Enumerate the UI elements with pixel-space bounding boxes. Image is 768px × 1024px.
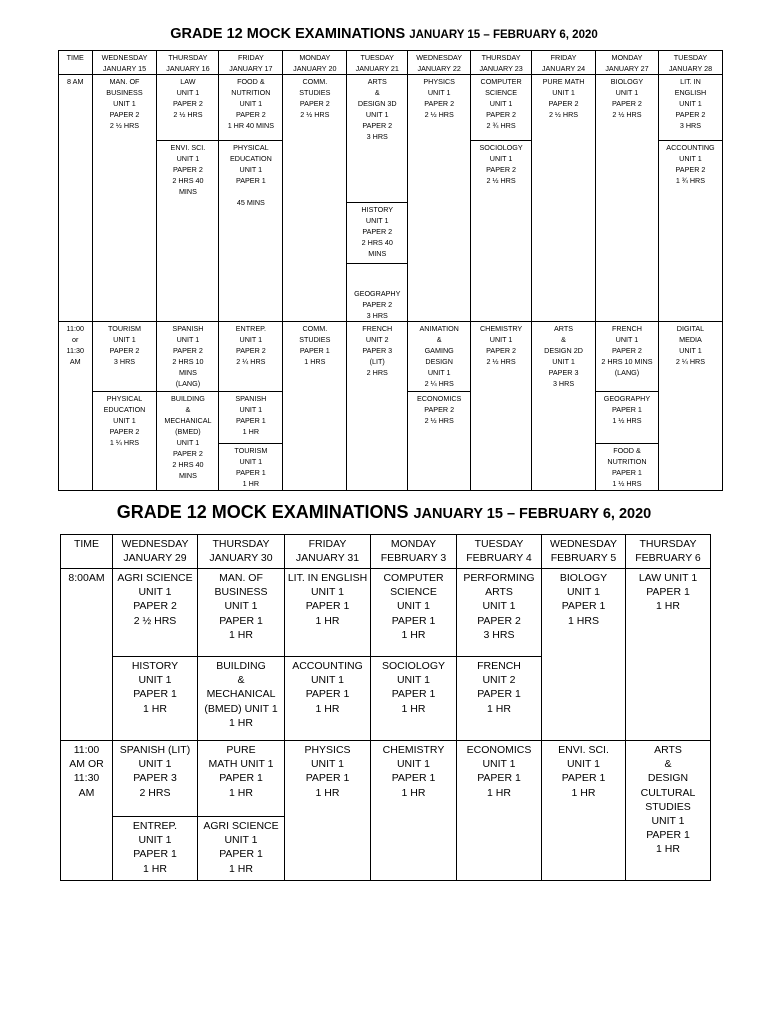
- exam-cell: SPANISH UNIT 1 PAPER 2 2 HRS 10 MINS (LANG): [157, 322, 219, 392]
- exam-cell: ANIMATION & GAMING DESIGN UNIT 1 2 ¼ HRS: [408, 322, 471, 392]
- exam-cell: ENTREP. UNIT 1 PAPER 2 2 ¼ HRS: [219, 322, 283, 392]
- header-cell: THURSDAY JANUARY 23: [471, 51, 532, 75]
- exam-cell: FRENCH UNIT 2 PAPER 1 1 HR: [457, 657, 542, 741]
- header-cell: TIME: [59, 51, 93, 75]
- header-row: [61, 535, 711, 569]
- exam-cell: PHYSICAL EDUCATION UNIT 1 PAPER 2 1 ¼ HRS: [92, 392, 157, 491]
- exam-cell: FRENCH UNIT 1 PAPER 2 2 HRS 10 MINS (LANG): [596, 322, 659, 392]
- exam-cell: ARTS & DESIGN CULTURAL STUDIES UNIT 1 PAPER 1 1 HR: [626, 741, 711, 881]
- exam-cell: ENVI. SCI. UNIT 1 PAPER 2 2 HRS 40 MINS: [157, 141, 219, 322]
- header-cell: WEDNESDAY JANUARY 22: [408, 51, 471, 75]
- page-title-2: [0, 502, 768, 523]
- header-cell: TUESDAY FEBRUARY 4: [457, 535, 542, 569]
- table-row: [61, 569, 711, 657]
- time-cell: 8 AM: [59, 75, 93, 322]
- exam-cell: MAN. OF BUSINESS UNIT 1 PAPER 1 1 HR: [198, 569, 285, 657]
- title-main: GRADE 12 MOCK EXAMINATIONS: [170, 26, 406, 42]
- header-row: [59, 51, 723, 75]
- exam-cell: PHYSICS UNIT 1 PAPER 1 1 HR: [285, 741, 371, 881]
- time-cell: 8:00AM: [61, 569, 113, 741]
- exam-cell: SPANISH UNIT 1 PAPER 1 1 HR: [219, 392, 283, 444]
- header-cell: FRIDAY JANUARY 31: [285, 535, 371, 569]
- exam-cell: PURE MATH UNIT 1 PAPER 1 1 HR: [198, 741, 285, 817]
- exam-cell: SOCIOLOGY UNIT 1 PAPER 2 2 ½ HRS: [471, 141, 532, 322]
- header-cell: THURSDAY JANUARY 16: [157, 51, 219, 75]
- exam-cell: MAN. OF BUSINESS UNIT 1 PAPER 2 2 ½ HRS: [92, 75, 157, 322]
- exam-cell: AGRI SCIENCE UNIT 1 PAPER 1 1 HR: [198, 817, 285, 881]
- page-title-1: [0, 26, 768, 42]
- exam-cell: ARTS & DESIGN 2D UNIT 1 PAPER 3 3 HRS: [532, 322, 596, 491]
- header-cell: THURSDAY FEBRUARY 6: [626, 535, 711, 569]
- exam-cell: LIT. IN ENGLISH UNIT 1 PAPER 1 1 HR: [285, 569, 371, 657]
- exam-cell: CHEMISTRY UNIT 1 PAPER 2 2 ½ HRS: [471, 322, 532, 491]
- exam-cell: PERFORMING ARTS UNIT 1 PAPER 2 3 HRS: [457, 569, 542, 657]
- exam-cell: COMPUTER SCIENCE UNIT 1 PAPER 1 1 HR: [371, 569, 457, 657]
- header-cell: WEDNESDAY JANUARY 15: [92, 51, 157, 75]
- time-cell: 11:00 AM OR 11:30 AM: [61, 741, 113, 881]
- header-cell: TUESDAY JANUARY 21: [347, 51, 408, 75]
- exam-cell: ARTS & DESIGN 3D UNIT 1 PAPER 2 3 HRS: [347, 75, 408, 203]
- exam-cell: HISTORY UNIT 1 PAPER 1 1 HR: [113, 657, 198, 741]
- table-row: [59, 322, 723, 392]
- exam-timetable-1: [58, 50, 723, 491]
- exam-cell: SOCIOLOGY UNIT 1 PAPER 1 1 HR: [371, 657, 457, 741]
- exam-cell: LIT. IN ENGLISH UNIT 1 PAPER 2 3 HRS: [658, 75, 722, 141]
- title-dates: JANUARY 15 – FEBRUARY 6, 2020: [413, 506, 652, 522]
- exam-cell: COMPUTER SCIENCE UNIT 1 PAPER 2 2 ¾ HRS: [471, 75, 532, 141]
- header-cell: THURSDAY JANUARY 30: [198, 535, 285, 569]
- exam-cell: [347, 203, 408, 322]
- exam-cell: ECONOMICS PAPER 2 2 ½ HRS: [408, 392, 471, 491]
- exam-cell: ACCOUNTING UNIT 1 PAPER 1 1 HR: [285, 657, 371, 741]
- exam-cell: FOOD & NUTRITION UNIT 1 PAPER 2 1 HR 40 MINS: [219, 75, 283, 141]
- exam-cell: PURE MATH UNIT 1 PAPER 2 2 ½ HRS: [532, 75, 596, 322]
- exam-cell: TOURISM UNIT 1 PAPER 2 3 HRS: [92, 322, 157, 392]
- exam-cell: LAW UNIT 1 PAPER 1 1 HR: [626, 569, 711, 741]
- exam-cell: BIOLOGY UNIT 1 PAPER 1 1 HRS: [542, 569, 626, 741]
- header-cell: WEDNESDAY JANUARY 29: [113, 535, 198, 569]
- exam-cell: ENTREP. UNIT 1 PAPER 1 1 HR: [113, 817, 198, 881]
- exam-subcell: GEOGRAPHY PAPER 2 3 HRS: [347, 263, 407, 321]
- exam-cell: GEOGRAPHY PAPER 1 1 ½ HRS: [596, 392, 659, 444]
- header-cell: TUESDAY JANUARY 28: [658, 51, 722, 75]
- exam-cell: TOURISM UNIT 1 PAPER 1 1 HR: [219, 444, 283, 491]
- exam-text: HISTORY UNIT 1 PAPER 2 2 HRS 40 MINS: [361, 205, 394, 258]
- title-dates: JANUARY 15 – FEBRUARY 6, 2020: [409, 29, 598, 41]
- header-cell: MONDAY JANUARY 27: [596, 51, 659, 75]
- exam-cell: ENVI. SCI. UNIT 1 PAPER 1 1 HR: [542, 741, 626, 881]
- exam-cell: PHYSICAL EDUCATION UNIT 1 PAPER 1 45 MINS: [219, 141, 283, 322]
- time-cell: 11:00 or 11:30 AM: [59, 322, 93, 491]
- table-row: [59, 75, 723, 141]
- exam-cell: FRENCH UNIT 2 PAPER 3 (LIT) 2 HRS: [347, 322, 408, 491]
- exam-cell: FOOD & NUTRITION PAPER 1 1 ½ HRS: [596, 444, 659, 491]
- header-cell: MONDAY JANUARY 20: [283, 51, 347, 75]
- exam-cell: COMM. STUDIES PAPER 1 1 HRS: [283, 322, 347, 491]
- header-cell: TIME: [61, 535, 113, 569]
- header-cell: WEDNESDAY FEBRUARY 5: [542, 535, 626, 569]
- exam-cell: LAW UNIT 1 PAPER 2 2 ½ HRS: [157, 75, 219, 141]
- header-cell: FRIDAY JANUARY 17: [219, 51, 283, 75]
- table-row: [61, 741, 711, 817]
- exam-cell: BUILDING & MECHANICAL (BMED) UNIT 1 PAPER 2 2 HRS 40 MINS: [157, 392, 219, 491]
- exam-cell: PHYSICS UNIT 1 PAPER 2 2 ½ HRS: [408, 75, 471, 322]
- exam-timetable-2: [60, 534, 711, 881]
- exam-cell: ACCOUNTING UNIT 1 PAPER 2 1 ¾ HRS: [658, 141, 722, 322]
- exam-cell: AGRI SCIENCE UNIT 1 PAPER 2 2 ½ HRS: [113, 569, 198, 657]
- exam-cell: BIOLOGY UNIT 1 PAPER 2 2 ½ HRS: [596, 75, 659, 322]
- title-main: GRADE 12 MOCK EXAMINATIONS: [116, 502, 409, 522]
- exam-cell: SPANISH (LIT) UNIT 1 PAPER 3 2 HRS: [113, 741, 198, 817]
- exam-cell: CHEMISTRY UNIT 1 PAPER 1 1 HR: [371, 741, 457, 881]
- header-cell: MONDAY FEBRUARY 3: [371, 535, 457, 569]
- exam-cell: COMM. STUDIES PAPER 2 2 ½ HRS: [283, 75, 347, 322]
- exam-cell: BUILDING & MECHANICAL (BMED) UNIT 1 1 HR: [198, 657, 285, 741]
- header-cell: FRIDAY JANUARY 24: [532, 51, 596, 75]
- exam-cell: DIGITAL MEDIA UNIT 1 2 ¼ HRS: [658, 322, 722, 491]
- exam-cell: ECONOMICS UNIT 1 PAPER 1 1 HR: [457, 741, 542, 881]
